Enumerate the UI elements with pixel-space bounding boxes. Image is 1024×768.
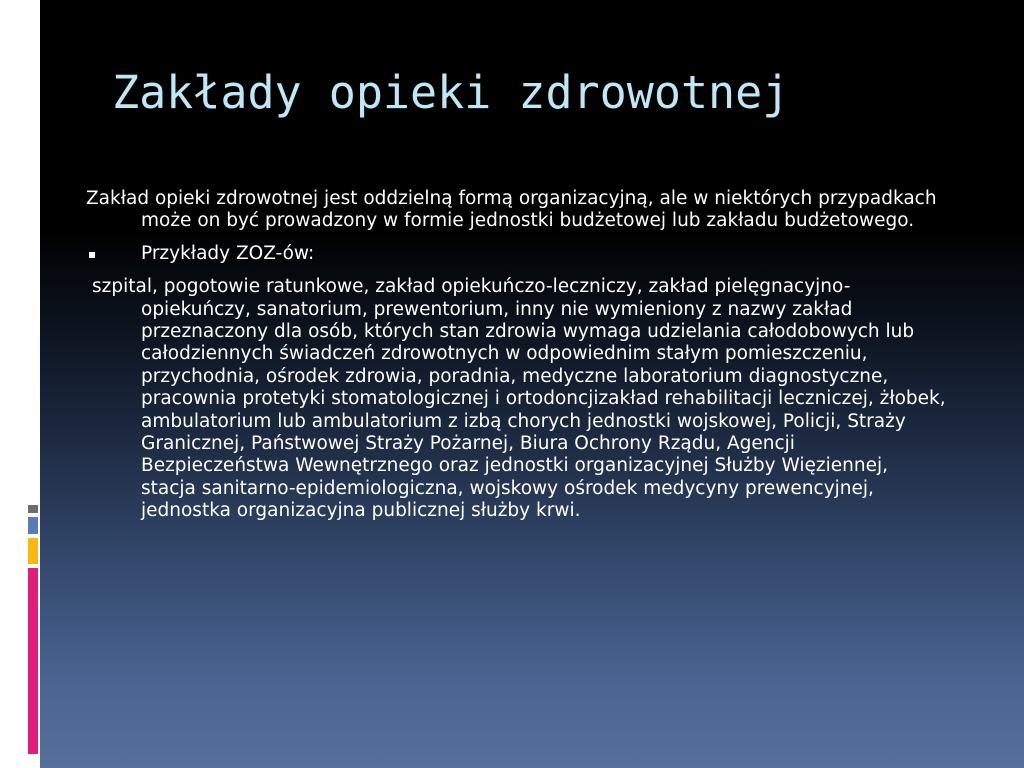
accent-blue-block xyxy=(28,517,38,534)
slide-title: Zakłady opieki zdrowotnej xyxy=(112,66,790,119)
accent-pink-block xyxy=(28,568,38,754)
bullet-text: Przykłady ZOZ-ów: xyxy=(141,242,315,264)
bullet-item xyxy=(86,243,946,265)
accent-grey-block xyxy=(28,505,38,513)
slide-content xyxy=(86,188,946,533)
accent-yellow-block xyxy=(28,538,38,564)
paragraph-definition: Zakład opieki zdrowotnej jest oddzielną formą organizacyjną, ale w niektórych przypadkach może on być prowadzony w formie jednostki budżetowej lub zakładu budżetowego. xyxy=(86,188,937,232)
paragraph-examples: szpital, pogotowie ratunkowe, zakład opiekuńczo-leczniczy, zakład pielęgnacyjno-opiekuńczy, sanatorium, prewentorium, inny nie wymieniony z nazwy zakład przeznaczony dla osób, których stan zdrowia wymaga udzielania całodobowych lub całodziennych świadczeń zdrowotnych w odpowiednim stałym pomieszczeniu, przychodnia, ośrodek zdrowia, poradnia, medyczne laboratorium diagnostyczne, pracownia protetyki stomatologicznej i ortodoncjizakład rehabilitacji leczniczej, żłobek, ambulatorium lub ambulatorium z izbą chorych jednostki wojskowej, Policji, Straży Granicznej, Państwowej Straży Pożarnej, Biura Ochrony Rządu, Agencji Bezpieczeństwa Wewnętrznego oraz jednostki organizacyjnej Służby Więziennej, stacja sanitarno-epidemiologiczna, wojskowy ośrodek medycyny prewencyjnej, jednostka organizacyjna publicznej służby krwi. xyxy=(92,276,946,522)
square-bullet-icon: ▪ xyxy=(88,246,97,261)
